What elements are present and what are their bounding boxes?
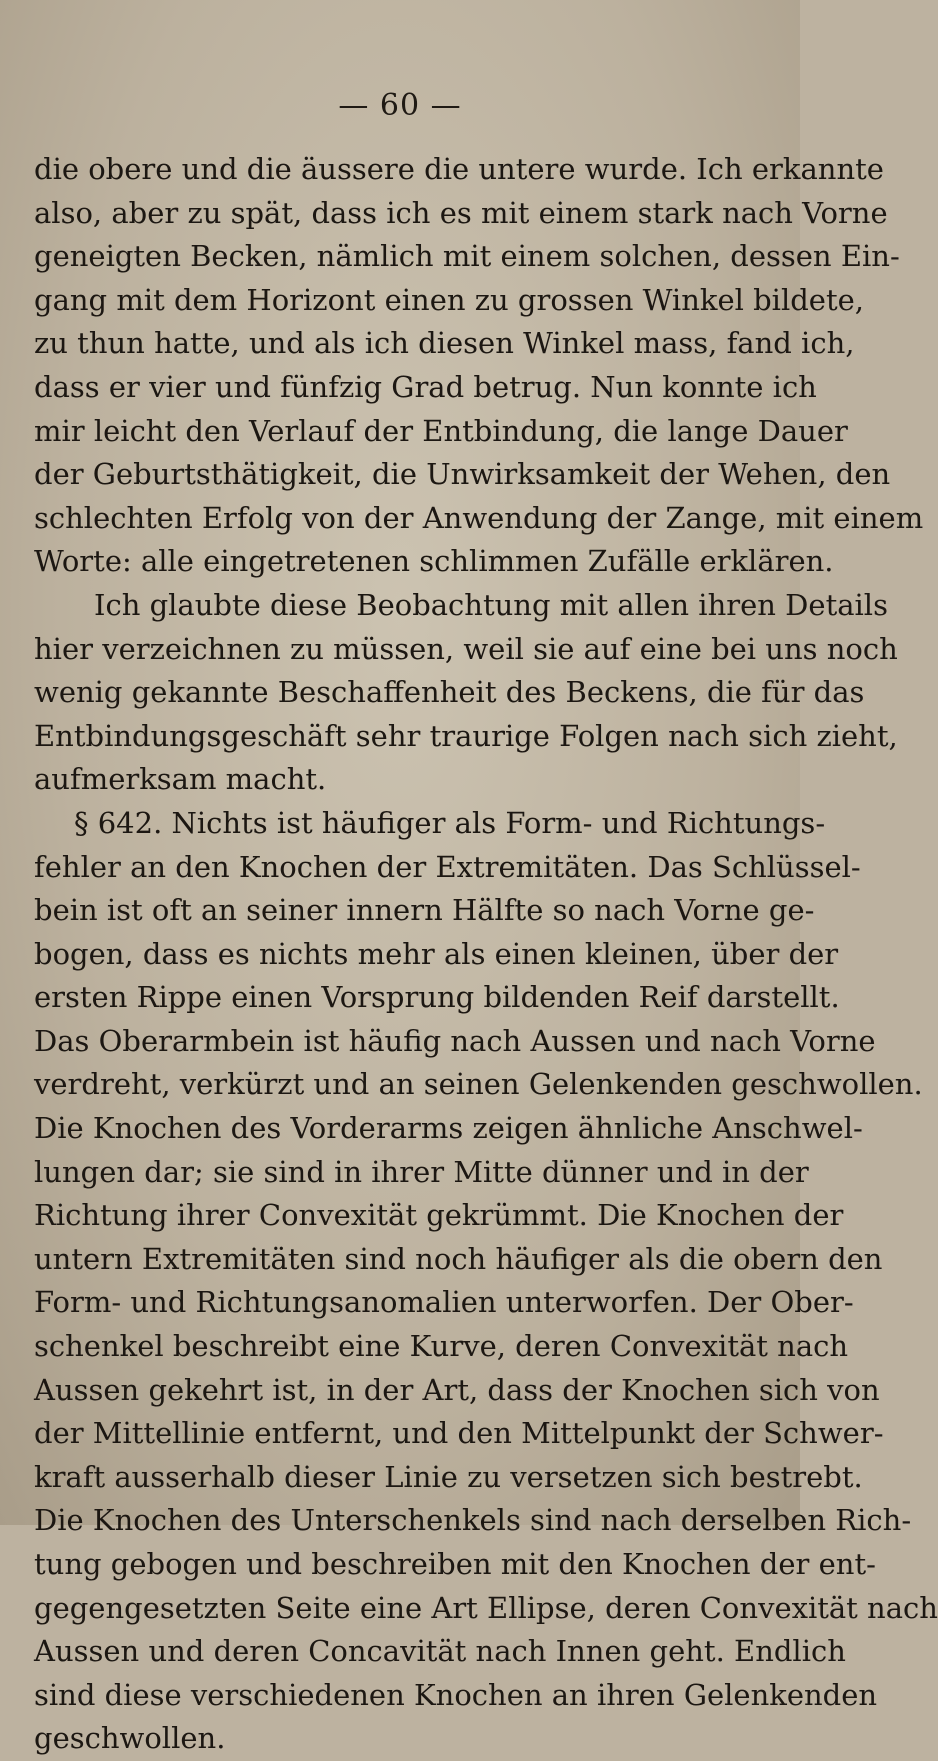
text-line: sind diese verschiedenen Knochen an ihren Gelenkenden <box>34 1677 878 1712</box>
text-line: untern Extremitäten sind noch häufiger als die obern den <box>34 1241 883 1276</box>
text-line: der Mittellinie entfernt, und den Mittelpunkt der Schwer- <box>34 1416 884 1451</box>
text-line: die obere und die äussere die untere wurde. Ich erkannte <box>34 152 884 186</box>
text-line: Entbindungsgeschäft sehr traurige Folgen nach sich zieht, <box>34 718 898 753</box>
text-line: schenkel beschreibt eine Kurve, deren Convexität nach <box>34 1329 849 1364</box>
text-line: geneigten Becken, nämlich mit einem solchen, dessen Ein- <box>34 239 900 274</box>
text-line: geschwollen. <box>34 1721 226 1756</box>
text-line: Die Knochen des Vorderarms zeigen ähnliche Anschwel- <box>34 1111 863 1146</box>
text-line: hier verzeichnen zu müssen, weil sie auf eine bei uns noch <box>34 631 898 666</box>
section-heading-line: § 642. Nichts ist häufiger als Form- und Richtungs- <box>74 805 826 840</box>
text-line: bein ist oft an seiner innern Hälfte so nach Vorne ge- <box>34 893 815 928</box>
text-line: mir leicht den Verlauf der Entbindung, die lange Dauer <box>34 413 848 448</box>
text-line: schlechten Erfolg von der Anwendung der Zange, mit einem <box>34 500 924 535</box>
text-line: ersten Rippe einen Vorsprung bildenden Reif darstellt. <box>34 980 840 1015</box>
text-line: zu thun hatte, und als ich diesen Winkel mass, fand ich, <box>34 326 855 361</box>
text-line: Das Oberarmbein ist häufig nach Aussen und nach Vorne <box>34 1023 876 1058</box>
text-line: Aussen und deren Concavität nach Innen geht. Endlich <box>34 1634 846 1669</box>
text-line: tung gebogen und beschreiben mit den Knochen der ent- <box>34 1547 876 1581</box>
text-line: fehler an den Knochen der Extremitäten. Das Schlüssel- <box>34 849 861 884</box>
text-line: Worte: alle eingetretenen schlimmen Zufälle erklären. <box>34 544 834 579</box>
text-line: aufmerksam macht. <box>34 762 327 797</box>
page-number: — 60 — <box>338 88 462 123</box>
text-line: Die Knochen des Unterschenkels sind nach derselben Rich- <box>34 1503 912 1538</box>
text-line: gang mit dem Horizont einen zu grossen Winkel bildete, <box>34 282 864 317</box>
text-line: lungen dar; sie sind in ihrer Mitte dünner und in der <box>34 1154 809 1189</box>
text-line: wenig gekannte Beschaffenheit des Beckens, die für das <box>34 675 865 710</box>
paragraph-start-line: Ich glaubte diese Beobachtung mit allen ihren Details <box>94 587 888 622</box>
text-line: verdreht, verkürzt und an seinen Gelenkenden geschwollen. <box>34 1067 923 1102</box>
text-line: der Geburtsthätigkeit, die Unwirksamkeit der Wehen, den <box>34 457 891 492</box>
text-line: also, aber zu spät, dass ich es mit einem stark nach Vorne <box>34 195 888 230</box>
text-line: Aussen gekehrt ist, in der Art, dass der Knochen sich von <box>34 1372 880 1407</box>
text-line: dass er vier und fünfzig Grad betrug. Nun konnte ich <box>34 369 817 404</box>
text-line: Richtung ihrer Convexität gekrümmt. Die Knochen der <box>34 1198 844 1233</box>
text-line: gegengesetzten Seite eine Art Ellipse, deren Convexität nach <box>34 1590 938 1625</box>
body-text <box>34 148 938 1761</box>
text-line: kraft ausserhalb dieser Linie zu versetzen sich bestrebt. <box>34 1459 863 1494</box>
text-line: Form- und Richtungsanomalien unterworfen. Der Ober- <box>34 1285 854 1320</box>
text-line: bogen, dass es nichts mehr als einen kleinen, über der <box>34 936 839 971</box>
